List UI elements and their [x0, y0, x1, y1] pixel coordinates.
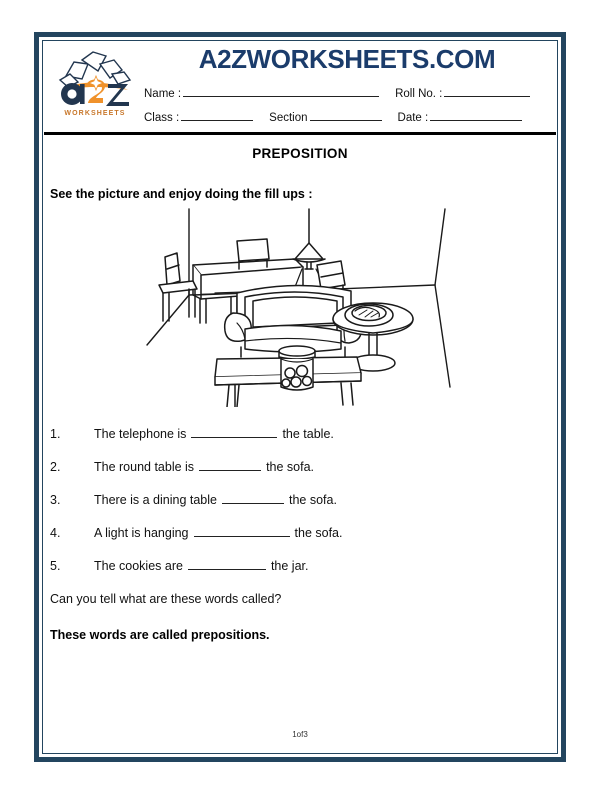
- header-divider: [44, 132, 556, 135]
- class-label: Class :: [144, 112, 180, 124]
- question-row: [50, 559, 556, 573]
- question-row: [50, 427, 556, 441]
- name-input-blank[interactable]: [183, 86, 379, 97]
- question-text-after: the sofa.: [294, 526, 343, 540]
- question-number: 1.: [50, 427, 61, 441]
- roll-no-input-blank[interactable]: [444, 86, 530, 97]
- question-text-after: the sofa.: [266, 460, 315, 474]
- closing-answer: These words are called prepositions.: [50, 628, 270, 642]
- answer-blank[interactable]: [222, 493, 284, 504]
- date-input-blank[interactable]: [430, 110, 522, 121]
- answer-blank[interactable]: [194, 526, 290, 537]
- question-text-after: the table.: [282, 427, 334, 441]
- question-number: 5.: [50, 559, 61, 573]
- name-label: Name :: [144, 88, 182, 100]
- questions-list: [50, 427, 556, 573]
- question-text-before: A light is hanging: [94, 526, 189, 540]
- section-input-blank[interactable]: [310, 110, 382, 121]
- room-illustration: [44, 207, 556, 419]
- site-brand-title: A2ZWORKSHEETS.COM: [198, 44, 496, 74]
- question-text-after: the jar.: [270, 559, 309, 573]
- closing-question: Can you tell what are these words called?: [50, 592, 282, 606]
- answer-blank[interactable]: [188, 559, 266, 570]
- logo-subtext: WORKSHEETS: [64, 110, 126, 117]
- answer-blank[interactable]: [199, 460, 261, 471]
- question-text-after: the sofa.: [289, 493, 337, 507]
- answer-blank[interactable]: [191, 427, 277, 438]
- form-row-class: [144, 110, 524, 124]
- question-number: 2.: [50, 460, 61, 474]
- question-number: 3.: [50, 493, 61, 507]
- date-label: Date :: [397, 112, 429, 124]
- question-text-before: The cookies are: [94, 559, 183, 573]
- question-row: [50, 526, 556, 540]
- question-row: [50, 493, 556, 507]
- question-row: [50, 460, 556, 474]
- worksheet-title: PREPOSITION: [252, 146, 348, 161]
- section-label: Section: [269, 112, 308, 124]
- class-input-blank[interactable]: [181, 110, 253, 121]
- worksheet-header: [44, 42, 556, 134]
- worksheet-instruction: See the picture and enjoy doing the fill ups :: [50, 187, 313, 201]
- roll-no-label: Roll No. :: [395, 88, 443, 100]
- form-row-name: [144, 86, 532, 100]
- page-content: [44, 42, 556, 752]
- question-text-before: The round table is: [94, 460, 195, 474]
- page-footer: 1of3: [292, 730, 308, 739]
- question-number: 4.: [50, 526, 61, 540]
- a2z-logo: [52, 46, 138, 118]
- question-text-before: There is a dining table: [94, 493, 217, 507]
- question-text-before: The telephone is: [94, 427, 187, 441]
